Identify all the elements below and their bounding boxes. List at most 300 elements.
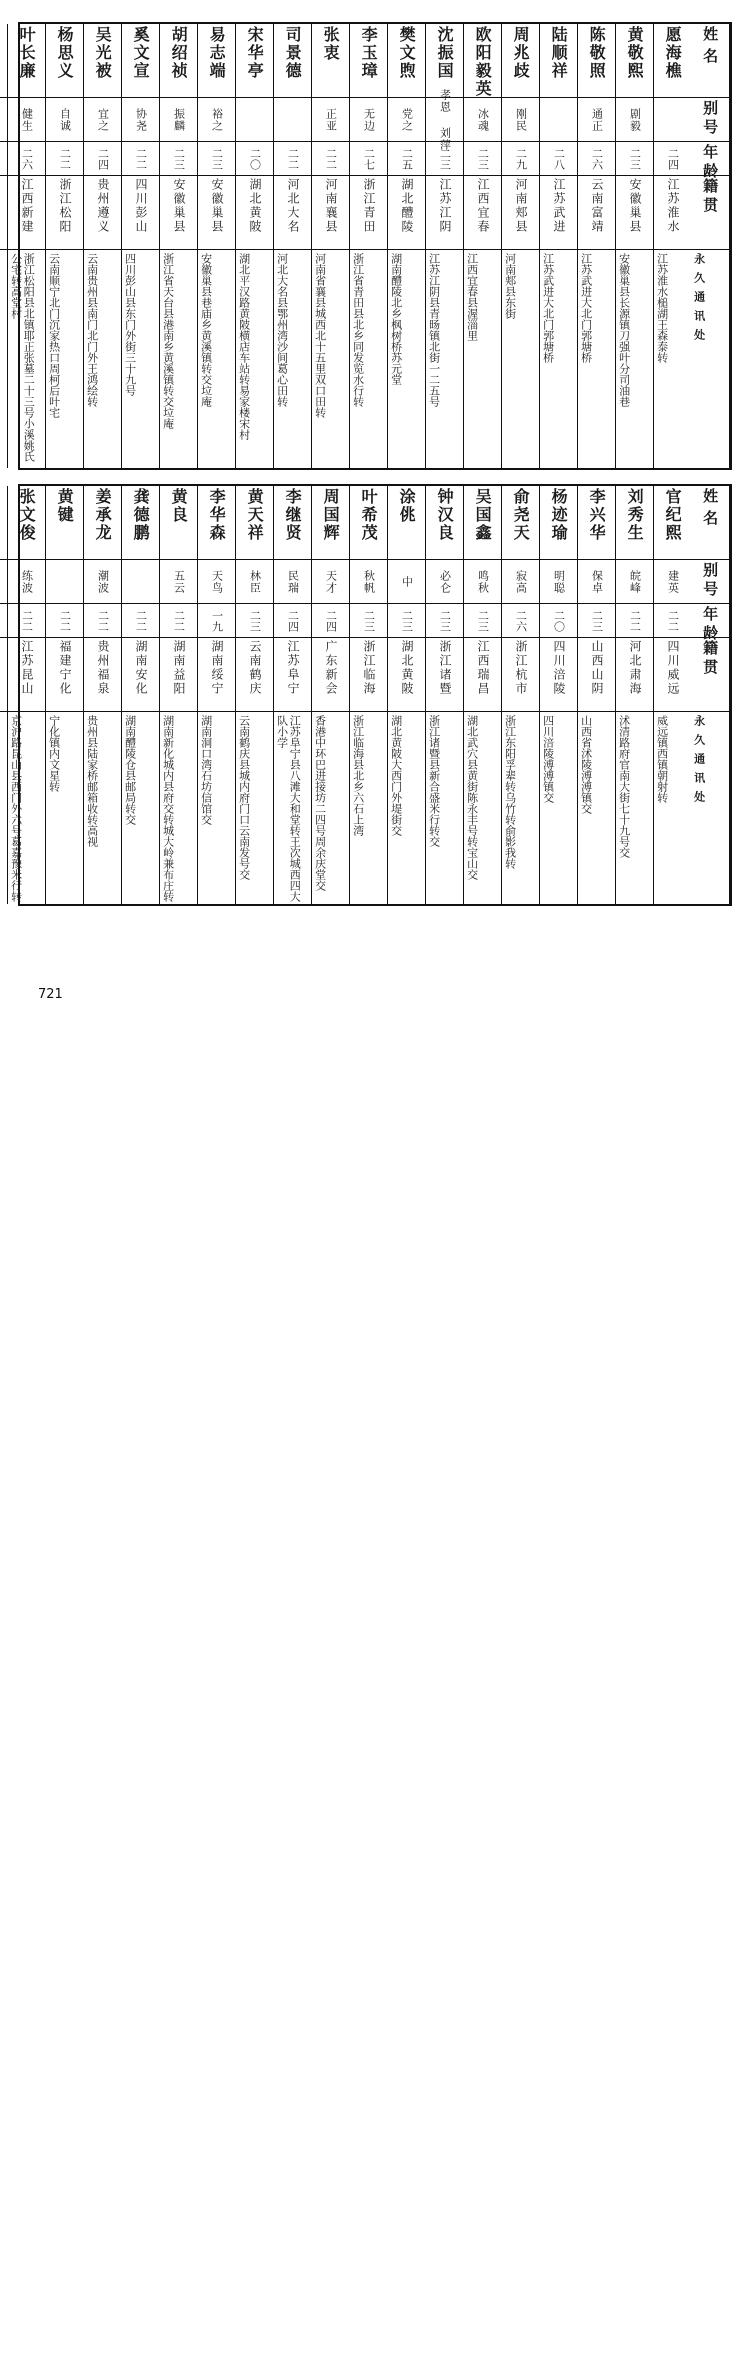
entry-address-text: 湖北武穴县黄街陈永丰号转宝山交 bbox=[465, 715, 479, 880]
entry-name bbox=[8, 24, 45, 98]
entry-alias-text: 协尧 bbox=[134, 107, 148, 132]
entry-alias bbox=[578, 98, 615, 142]
entry-age bbox=[426, 142, 463, 176]
entry-address bbox=[84, 712, 121, 904]
entry-age bbox=[312, 604, 349, 638]
roster-entry bbox=[83, 486, 121, 904]
entry-address-text: 浙江省青田县北乡同发览水行转 bbox=[351, 253, 365, 407]
entry-alias bbox=[0, 560, 7, 604]
entry-native-place bbox=[464, 638, 501, 712]
entry-alias-text: 天才 bbox=[324, 569, 338, 594]
entry-address-text: 浙江松阳县北镇耶正张墓二十三号小溪姚氏公宅转高堂村 bbox=[9, 253, 36, 462]
entry-name-text: 杨迹瑜 bbox=[549, 488, 569, 542]
entry-alias bbox=[350, 98, 387, 142]
entry-age-text: 二三 bbox=[210, 147, 224, 170]
entry-name bbox=[426, 486, 463, 560]
entry-alias-text: 宜之 bbox=[96, 107, 110, 132]
entry-name-text: 陈敬照 bbox=[587, 26, 607, 80]
entry-alias-text: 裕之 bbox=[210, 107, 224, 132]
entry-address-text: 浙江省天台县港南乡黄溪镇转交垃庵 bbox=[161, 253, 175, 429]
entry-address bbox=[464, 250, 501, 468]
entry-address bbox=[274, 712, 311, 904]
entry-age bbox=[616, 142, 653, 176]
entry-age bbox=[84, 604, 121, 638]
entry-native-place bbox=[8, 638, 45, 712]
entry-native-place bbox=[160, 176, 197, 250]
entry-address-text: 湖南洞口湾石坊信馆交 bbox=[199, 715, 213, 825]
entry-name bbox=[236, 24, 273, 98]
header-cell-native: 籍贯 bbox=[691, 176, 729, 250]
entry-alias-text: 明聪 bbox=[552, 569, 566, 594]
entry-alias-text: 健生 bbox=[20, 107, 34, 132]
entry-alias-text: 天鸟 bbox=[210, 569, 224, 594]
roster-entry bbox=[653, 24, 691, 468]
roster-entry bbox=[0, 24, 7, 468]
entry-age bbox=[0, 142, 7, 176]
entry-native-place-text: 河南襄县 bbox=[323, 178, 338, 234]
entry-age-text: 二九 bbox=[514, 147, 528, 170]
entry-name bbox=[502, 24, 539, 98]
entry-age bbox=[84, 142, 121, 176]
entry-address-text: 湖北平汉路黄陂横店车站转易家楼宋村 bbox=[237, 253, 251, 440]
entry-age-text: 二二 bbox=[666, 609, 680, 632]
entry-address bbox=[84, 250, 121, 468]
entry-name bbox=[616, 24, 653, 98]
entry-native-place bbox=[616, 638, 653, 712]
header-cell-alias: 别号 bbox=[691, 560, 729, 604]
entry-native-place bbox=[426, 176, 463, 250]
entry-address bbox=[616, 712, 653, 904]
entry-age bbox=[122, 604, 159, 638]
entry-name-text: 周兆歧 bbox=[511, 26, 531, 80]
entry-age-text: 二二 bbox=[628, 609, 642, 632]
entry-native-place-text: 广东新会 bbox=[323, 640, 338, 696]
entry-age-text: 二四 bbox=[286, 609, 300, 632]
entry-address bbox=[122, 250, 159, 468]
entry-age bbox=[274, 142, 311, 176]
entry-name-text: 陆顺祥 bbox=[549, 26, 569, 80]
entry-address bbox=[236, 250, 273, 468]
entry-name-text: 涂佻 bbox=[397, 488, 417, 524]
entry-address bbox=[236, 712, 273, 904]
entry-alias bbox=[464, 560, 501, 604]
entry-address-text: 江苏淮水槌湖王森泰转 bbox=[655, 253, 669, 363]
entry-age-text: 二六 bbox=[514, 609, 528, 632]
entry-address bbox=[312, 712, 349, 904]
entry-age-text: 二五 bbox=[400, 147, 414, 170]
entry-name-text: 龚德鹏 bbox=[131, 488, 151, 542]
entry-alias bbox=[502, 98, 539, 142]
roster-entry bbox=[501, 486, 539, 904]
entry-age bbox=[236, 142, 273, 176]
entry-age-text: 二六 bbox=[20, 147, 34, 170]
entry-name bbox=[198, 24, 235, 98]
entry-age bbox=[464, 604, 501, 638]
header-cell-name: 姓名 bbox=[691, 24, 729, 98]
roster-entry bbox=[463, 24, 501, 468]
entry-native-place bbox=[350, 638, 387, 712]
entry-address bbox=[502, 250, 539, 468]
entry-native-place bbox=[274, 638, 311, 712]
entry-alias-text: 通正 bbox=[590, 107, 604, 132]
entry-native-place bbox=[160, 638, 197, 712]
entry-address bbox=[8, 250, 45, 468]
entry-name bbox=[540, 486, 577, 560]
header-cell-name: 姓名 bbox=[691, 486, 729, 560]
entry-alias bbox=[198, 560, 235, 604]
entry-name-text: 钟汉良 bbox=[435, 488, 455, 542]
entry-age-text: 二七 bbox=[362, 147, 376, 170]
roster-entry bbox=[387, 24, 425, 468]
entry-address bbox=[616, 250, 653, 468]
roster-entry bbox=[349, 486, 387, 904]
entry-age-text: 二二 bbox=[134, 609, 148, 632]
entry-name bbox=[540, 24, 577, 98]
roster-entry bbox=[121, 24, 159, 468]
entry-alias-text: 自诚 bbox=[58, 107, 72, 132]
entry-age-text: 二三 bbox=[400, 609, 414, 632]
entry-alias-text: 孝恩 刘萍 bbox=[438, 88, 452, 151]
entry-native-place-text: 湖北醴陵 bbox=[399, 178, 414, 234]
roster-entry bbox=[539, 486, 577, 904]
entry-native-place bbox=[388, 176, 425, 250]
entry-age bbox=[540, 142, 577, 176]
roster-entry bbox=[0, 486, 7, 904]
entry-alias bbox=[464, 98, 501, 142]
entry-name bbox=[350, 486, 387, 560]
entry-native-place-text: 福建宁化 bbox=[57, 640, 72, 696]
entry-name-text: 俞尧天 bbox=[511, 488, 531, 542]
entry-address-text: 宁化镇内文星转 bbox=[47, 715, 61, 792]
entry-alias-text: 保卓 bbox=[590, 569, 604, 594]
entry-age bbox=[350, 604, 387, 638]
entry-age-text: 二二 bbox=[172, 609, 186, 632]
entry-address-text: 四川彭山县东门外街三十九号 bbox=[123, 253, 137, 396]
entry-alias bbox=[616, 560, 653, 604]
entry-name-text: 吴光被 bbox=[93, 26, 113, 80]
entry-native-place bbox=[312, 638, 349, 712]
entry-address bbox=[540, 250, 577, 468]
entry-address bbox=[578, 712, 615, 904]
entry-age bbox=[388, 604, 425, 638]
entry-native-place-text: 浙江青田 bbox=[361, 178, 376, 234]
entry-address bbox=[350, 250, 387, 468]
entry-address bbox=[46, 712, 83, 904]
entry-address bbox=[502, 712, 539, 904]
entry-name bbox=[84, 486, 121, 560]
entry-age-text: 二三 bbox=[476, 609, 490, 632]
roster-entry bbox=[539, 24, 577, 468]
entry-name bbox=[654, 486, 691, 560]
entry-alias-text: 刚民 bbox=[514, 107, 528, 132]
entry-name-text: 刘秀生 bbox=[625, 488, 645, 542]
page-number: 721 bbox=[38, 987, 63, 1002]
entry-native-place-text: 江苏武进 bbox=[551, 178, 566, 234]
entry-alias-text: 林臣 bbox=[248, 569, 262, 594]
entry-age bbox=[654, 142, 691, 176]
entry-age bbox=[578, 142, 615, 176]
entry-alias bbox=[616, 98, 653, 142]
entry-age-text: 二四 bbox=[324, 609, 338, 632]
entry-age-text: 二三 bbox=[590, 609, 604, 632]
entry-address-text: 威远镇西镇朝射转 bbox=[655, 715, 669, 803]
roster-entry bbox=[197, 24, 235, 468]
entry-alias bbox=[654, 560, 691, 604]
entry-alias-text: 皖峰 bbox=[628, 569, 642, 594]
entry-alias-text: 练波 bbox=[20, 569, 34, 594]
entry-address-text: 江苏武进大北门郭塘桥 bbox=[541, 253, 555, 363]
entry-address-text: 安徽巢县巷庙乡黄溪镇转交垃庵 bbox=[199, 253, 213, 407]
entry-name bbox=[198, 486, 235, 560]
roster-entry bbox=[197, 486, 235, 904]
entry-alias bbox=[122, 98, 159, 142]
entry-native-place-text: 安徽巢县 bbox=[627, 178, 642, 234]
entry-age-text: 二二 bbox=[96, 609, 110, 632]
entry-address-text: 云南鹤庆县城内府门口云南发号交 bbox=[237, 715, 251, 880]
entry-age-text: 二三 bbox=[438, 609, 452, 632]
entry-native-place bbox=[0, 176, 7, 250]
entry-address-text: 江苏江阴县青旸镇北街一二五号 bbox=[427, 253, 441, 407]
entry-native-place bbox=[84, 176, 121, 250]
entry-name bbox=[312, 24, 349, 98]
entry-native-place-text: 云南鹤庆 bbox=[247, 640, 262, 696]
entry-native-place bbox=[122, 176, 159, 250]
entry-name-text: 官纪熙 bbox=[663, 488, 683, 542]
entry-name-text: 杨思义 bbox=[55, 26, 75, 80]
roster-entry bbox=[273, 24, 311, 468]
entry-age-text: 二三 bbox=[172, 147, 186, 170]
entry-native-place-text: 湖南绥宁 bbox=[209, 640, 224, 696]
entry-age-text: 二二 bbox=[286, 147, 300, 170]
header-cell-age: 年龄 bbox=[691, 604, 729, 638]
entry-age-text: 二二 bbox=[134, 147, 148, 170]
entry-address bbox=[122, 712, 159, 904]
entry-alias-text: 必仑 bbox=[438, 569, 452, 594]
entry-alias bbox=[84, 560, 121, 604]
entry-native-place bbox=[654, 638, 691, 712]
entry-name-text: 黄良 bbox=[169, 488, 189, 524]
entry-alias-text: 冰魂 bbox=[476, 107, 490, 132]
header-cell-native: 籍贯 bbox=[691, 638, 729, 712]
roster-entry bbox=[463, 486, 501, 904]
entry-alias bbox=[8, 560, 45, 604]
roster-entry bbox=[235, 24, 273, 468]
entry-age-text: 二二 bbox=[324, 147, 338, 170]
entry-age bbox=[46, 142, 83, 176]
entry-name bbox=[122, 24, 159, 98]
roster-table-bottom bbox=[9, 484, 732, 906]
entry-address-text: 湖南醴陵北乡枫树桥苏元堂 bbox=[389, 253, 403, 385]
entry-native-place-text: 江苏淮水 bbox=[665, 178, 680, 234]
entry-age bbox=[502, 604, 539, 638]
roster-entry bbox=[349, 24, 387, 468]
entry-address-text: 香港中环巴进接坊二四号周余庆堂交 bbox=[313, 715, 327, 891]
roster-entry bbox=[273, 486, 311, 904]
entry-native-place-text: 云南富靖 bbox=[589, 178, 604, 234]
entry-age-text: 二三 bbox=[438, 147, 452, 170]
entry-native-place-text: 安徽巢县 bbox=[209, 178, 224, 234]
entry-age-text: 二三 bbox=[628, 147, 642, 170]
entry-native-place-text: 湖南益阳 bbox=[171, 640, 186, 696]
entry-native-place bbox=[540, 638, 577, 712]
entry-age-text: 二八 bbox=[552, 147, 566, 170]
entry-address bbox=[0, 250, 7, 468]
entry-alias bbox=[654, 98, 691, 142]
entry-native-place bbox=[236, 176, 273, 250]
entry-name bbox=[84, 24, 121, 98]
entry-address bbox=[0, 712, 7, 904]
entry-name-text: 司景德 bbox=[283, 26, 303, 80]
entry-age bbox=[426, 604, 463, 638]
entry-age-text: 二三 bbox=[476, 147, 490, 170]
entry-alias-text: 无边 bbox=[362, 107, 376, 132]
entry-address bbox=[654, 712, 691, 904]
entry-age bbox=[8, 604, 45, 638]
entry-address-text: 湖南醴陵仓县邮局转交 bbox=[123, 715, 137, 825]
entry-address-text: 河南省襄县城西北十五里双口田转 bbox=[313, 253, 327, 418]
entry-address bbox=[464, 712, 501, 904]
entry-alias bbox=[8, 98, 45, 142]
entry-address bbox=[654, 250, 691, 468]
entry-native-place-text: 江西瑞昌 bbox=[475, 640, 490, 696]
entry-name bbox=[46, 24, 83, 98]
entry-name-text: 李华森 bbox=[207, 488, 227, 542]
entry-native-place bbox=[312, 176, 349, 250]
entry-address bbox=[578, 250, 615, 468]
entry-name bbox=[578, 24, 615, 98]
entry-address bbox=[198, 712, 235, 904]
entry-address-text: 浙江诸暨县新合盛米行转交 bbox=[427, 715, 441, 847]
entry-name-text: 李继贤 bbox=[283, 488, 303, 542]
entry-native-place bbox=[464, 176, 501, 250]
entry-age-text: 二二 bbox=[20, 609, 34, 632]
entry-age-text: 二二 bbox=[58, 147, 72, 170]
entry-address-text: 京沪路昆山县西门外六号葛嘉豫米行转 bbox=[9, 715, 23, 902]
entry-name-text: 李兴华 bbox=[587, 488, 607, 542]
entry-name-text: 宋华亭 bbox=[245, 26, 265, 80]
entry-alias bbox=[236, 560, 273, 604]
entry-age-text: 二四 bbox=[666, 147, 680, 170]
entry-address bbox=[46, 250, 83, 468]
entry-native-place-text: 浙江杭市 bbox=[513, 640, 528, 696]
entry-name bbox=[350, 24, 387, 98]
roster-entry bbox=[615, 486, 653, 904]
entry-address bbox=[274, 250, 311, 468]
entry-alias bbox=[46, 98, 83, 142]
entry-age bbox=[502, 142, 539, 176]
entry-address-text: 贵州县陆家桥邮箱收转高视 bbox=[85, 715, 99, 847]
entry-name bbox=[616, 486, 653, 560]
entry-name-text: 张衷 bbox=[321, 26, 341, 62]
entry-name-text: 吴国鑫 bbox=[473, 488, 493, 542]
entry-address-text: 江苏阜宁县八滩大和堂转王次城西四大队小学 bbox=[275, 715, 302, 902]
entry-age-text: 二二 bbox=[58, 609, 72, 632]
entry-address-text: 山西省沭陵溥溥镇交 bbox=[579, 715, 593, 814]
entry-name bbox=[388, 24, 425, 98]
entry-address-text: 河北大名县鄂州湾沙间葛心田转 bbox=[275, 253, 289, 407]
entry-alias bbox=[540, 560, 577, 604]
entry-address-text: 安徽巢县长源镇刀强叶分司油巷 bbox=[617, 253, 631, 407]
column-header-bottom bbox=[691, 486, 729, 904]
entry-age bbox=[46, 604, 83, 638]
entry-name bbox=[464, 486, 501, 560]
entry-native-place bbox=[46, 176, 83, 250]
entry-address bbox=[160, 712, 197, 904]
entry-native-place-text: 浙江松阳 bbox=[57, 178, 72, 234]
entry-address bbox=[388, 712, 425, 904]
roster-entry bbox=[501, 24, 539, 468]
entry-native-place-text: 江西宜春 bbox=[475, 178, 490, 234]
header-cell-alias: 别号 bbox=[691, 98, 729, 142]
entry-alias bbox=[388, 98, 425, 142]
roster-entry bbox=[7, 24, 45, 468]
entry-address-text: 云南顺宁北门沉家热口周柯后叶宅 bbox=[47, 253, 61, 418]
entry-address bbox=[426, 712, 463, 904]
entry-native-place bbox=[502, 638, 539, 712]
entry-address-text: 沭清路府官南大街七十九号交 bbox=[617, 715, 631, 858]
roster-entry bbox=[425, 486, 463, 904]
entry-native-place-text: 安徽巢县 bbox=[171, 178, 186, 234]
entry-address bbox=[540, 712, 577, 904]
entry-alias bbox=[46, 560, 83, 604]
entry-name bbox=[502, 486, 539, 560]
entry-address-text: 四川涪陵溥溥镇交 bbox=[541, 715, 555, 803]
entry-age bbox=[0, 604, 7, 638]
entry-age-text: 二三 bbox=[362, 609, 376, 632]
entry-age bbox=[122, 142, 159, 176]
entry-native-place-text: 湖南安化 bbox=[133, 640, 148, 696]
entry-alias bbox=[160, 98, 197, 142]
entry-alias-text: 剧毅 bbox=[628, 107, 642, 132]
entry-native-place bbox=[616, 176, 653, 250]
document-page bbox=[0, 0, 750, 1020]
entry-address bbox=[350, 712, 387, 904]
roster-entry bbox=[7, 486, 45, 904]
entry-name bbox=[46, 486, 83, 560]
entry-native-place bbox=[46, 638, 83, 712]
entry-native-place bbox=[654, 176, 691, 250]
entry-address-text: 江苏武进大北门郭塘桥 bbox=[579, 253, 593, 363]
entry-address-text: 江西宜春县渥淄里 bbox=[465, 253, 479, 341]
entry-native-place-text: 贵州遵义 bbox=[95, 178, 110, 234]
entry-native-place-text: 四川彭山 bbox=[133, 178, 148, 234]
entry-address-text: 浙江东阳孚辈转乌竹转俞影我转 bbox=[503, 715, 517, 869]
roster-entry bbox=[235, 486, 273, 904]
entry-name bbox=[122, 486, 159, 560]
entry-name-text: 张文俊 bbox=[17, 488, 37, 542]
entry-address-text: 云南贵州县南门北门外王鸿绘转 bbox=[85, 253, 99, 407]
entry-address-text: 浙江临海县北乡六石上湾 bbox=[351, 715, 365, 836]
entry-native-place-text: 四川威远 bbox=[665, 640, 680, 696]
entry-name-text: 胡绍祯 bbox=[169, 26, 189, 80]
entry-native-place bbox=[198, 176, 235, 250]
entry-age bbox=[274, 604, 311, 638]
entry-native-place-text: 江西新建 bbox=[19, 178, 34, 234]
entry-name-text: 易志端 bbox=[207, 26, 227, 80]
entry-name bbox=[274, 24, 311, 98]
entry-native-place-text: 浙江诸暨 bbox=[437, 640, 452, 696]
entry-address bbox=[312, 250, 349, 468]
entry-native-place bbox=[502, 176, 539, 250]
entry-native-place-text: 浙江临海 bbox=[361, 640, 376, 696]
entry-name-text: 黄天祥 bbox=[245, 488, 265, 542]
entry-address-text: 湖南新化城内县府交转城大岭兼布庄转 bbox=[161, 715, 175, 902]
entry-native-place bbox=[198, 638, 235, 712]
entry-age-text: 一九 bbox=[210, 609, 224, 632]
entry-age bbox=[388, 142, 425, 176]
entry-alias bbox=[122, 560, 159, 604]
entry-age bbox=[198, 142, 235, 176]
